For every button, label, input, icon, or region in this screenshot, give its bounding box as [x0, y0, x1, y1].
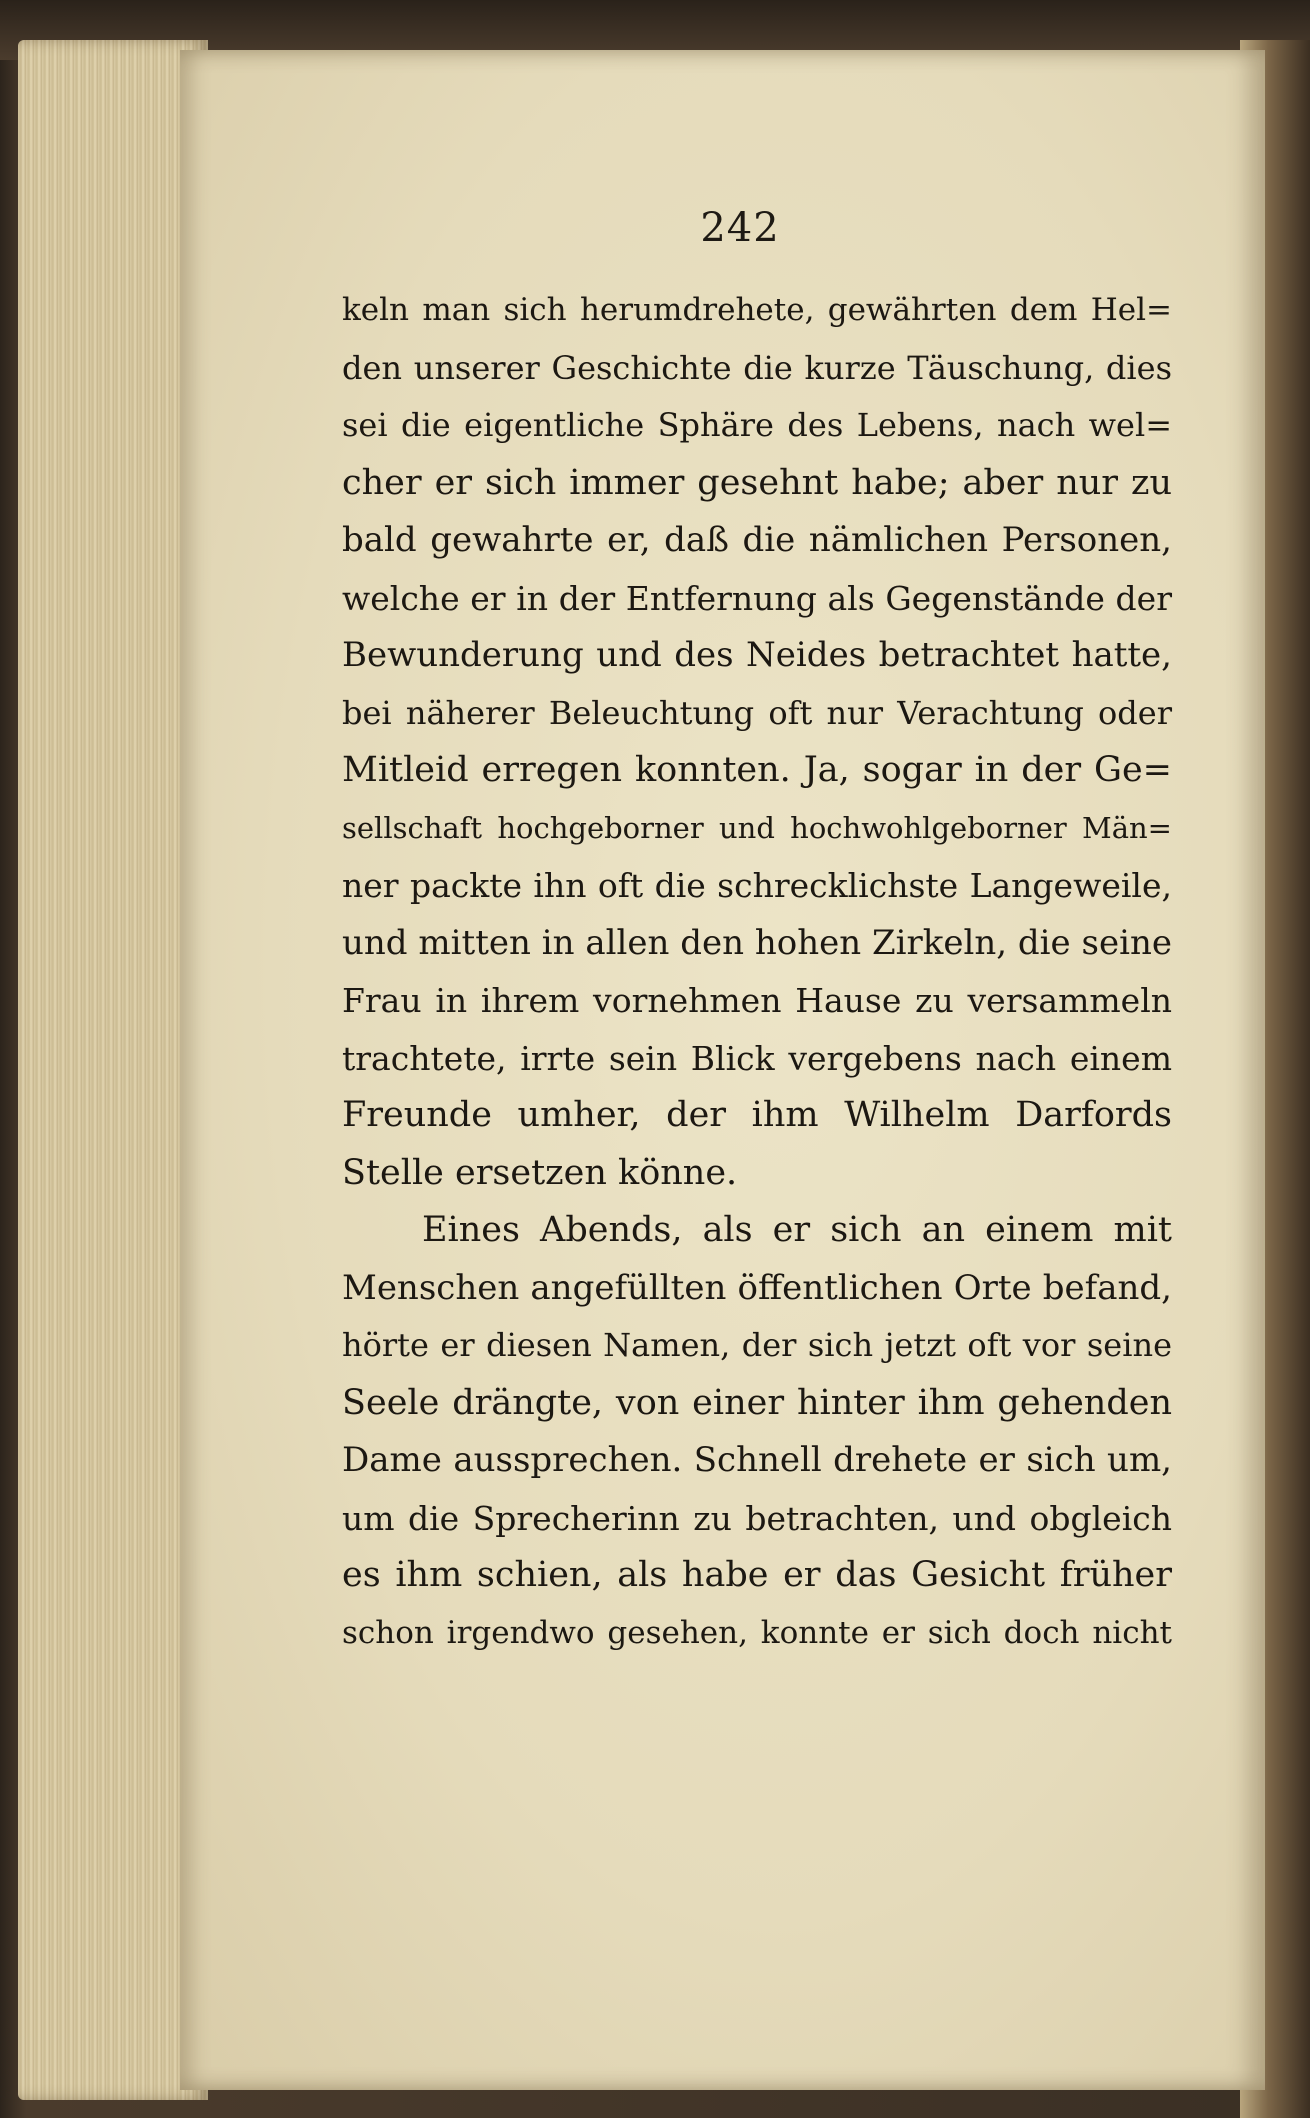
paragraph-1 [342, 282, 1172, 1202]
text-line: den unserer Geschichte die kurze Täuschung, dies [342, 348, 1172, 387]
text-line: Eines Abends, als er sich an einem mit [422, 1210, 1172, 1250]
text-line: sellschaft hochgeborner und hochwohlgeborner Män= [342, 810, 1172, 845]
text-line: welche er in der Entfernung als Gegenstände der [342, 578, 1172, 618]
text-line: cher er sich immer gesehnt habe; aber nur zu [342, 462, 1172, 503]
text-line: Menschen angefüllten öffentlichen Orte befand, [342, 1267, 1172, 1308]
text-line: schon irgendwo gesehen, konnte er sich doch nicht [342, 1614, 1172, 1651]
text-line: keln man sich herumdrehete, gewährten dem Hel= [342, 292, 1172, 328]
text-line: um die Sprecherinn zu betrachten, und obgleich [342, 1498, 1172, 1538]
text-line: Dame aussprechen. Schnell drehete er sich um, [342, 1440, 1172, 1480]
text-line: Bewunderung und des Neides betrachtet hatte, [342, 635, 1172, 675]
text-line: Mitleid erregen konnten. Ja, sogar in der Ge= [342, 750, 1172, 790]
text-line: hörte er diesen Namen, der sich jetzt oft vor seine [342, 1326, 1172, 1364]
text-line: sei die eigentliche Sphäre des Lebens, nach wel= [342, 406, 1172, 444]
text-line: und mitten in allen den hohen Zirkeln, die seine [342, 922, 1172, 963]
text-line: bei näherer Beleuchtung oft nur Verachtung oder [342, 693, 1172, 732]
text-line: trachtete, irrte sein Blick vergebens nach einem [342, 1038, 1172, 1078]
text-line: Freunde umher, der ihm Wilhelm Darfords [342, 1095, 1172, 1135]
text-line: Seele drängte, von einer hinter ihm gehenden [342, 1382, 1172, 1423]
body-text [342, 282, 1172, 1662]
text-line: ner packte ihn oft die schrecklichste Langeweile, [342, 866, 1172, 905]
text-line: bald gewahrte er, daß die nämlichen Personen, [342, 520, 1172, 560]
page-number: 242 [700, 205, 780, 251]
text-line: Stelle ersetzen könne. [342, 1152, 738, 1193]
paragraph-2 [342, 1202, 1172, 1662]
text-line: es ihm schien, als habe er das Gesicht früher [342, 1555, 1172, 1595]
text-line: Frau in ihrem vornehmen Hause zu versammeln [342, 981, 1172, 1020]
